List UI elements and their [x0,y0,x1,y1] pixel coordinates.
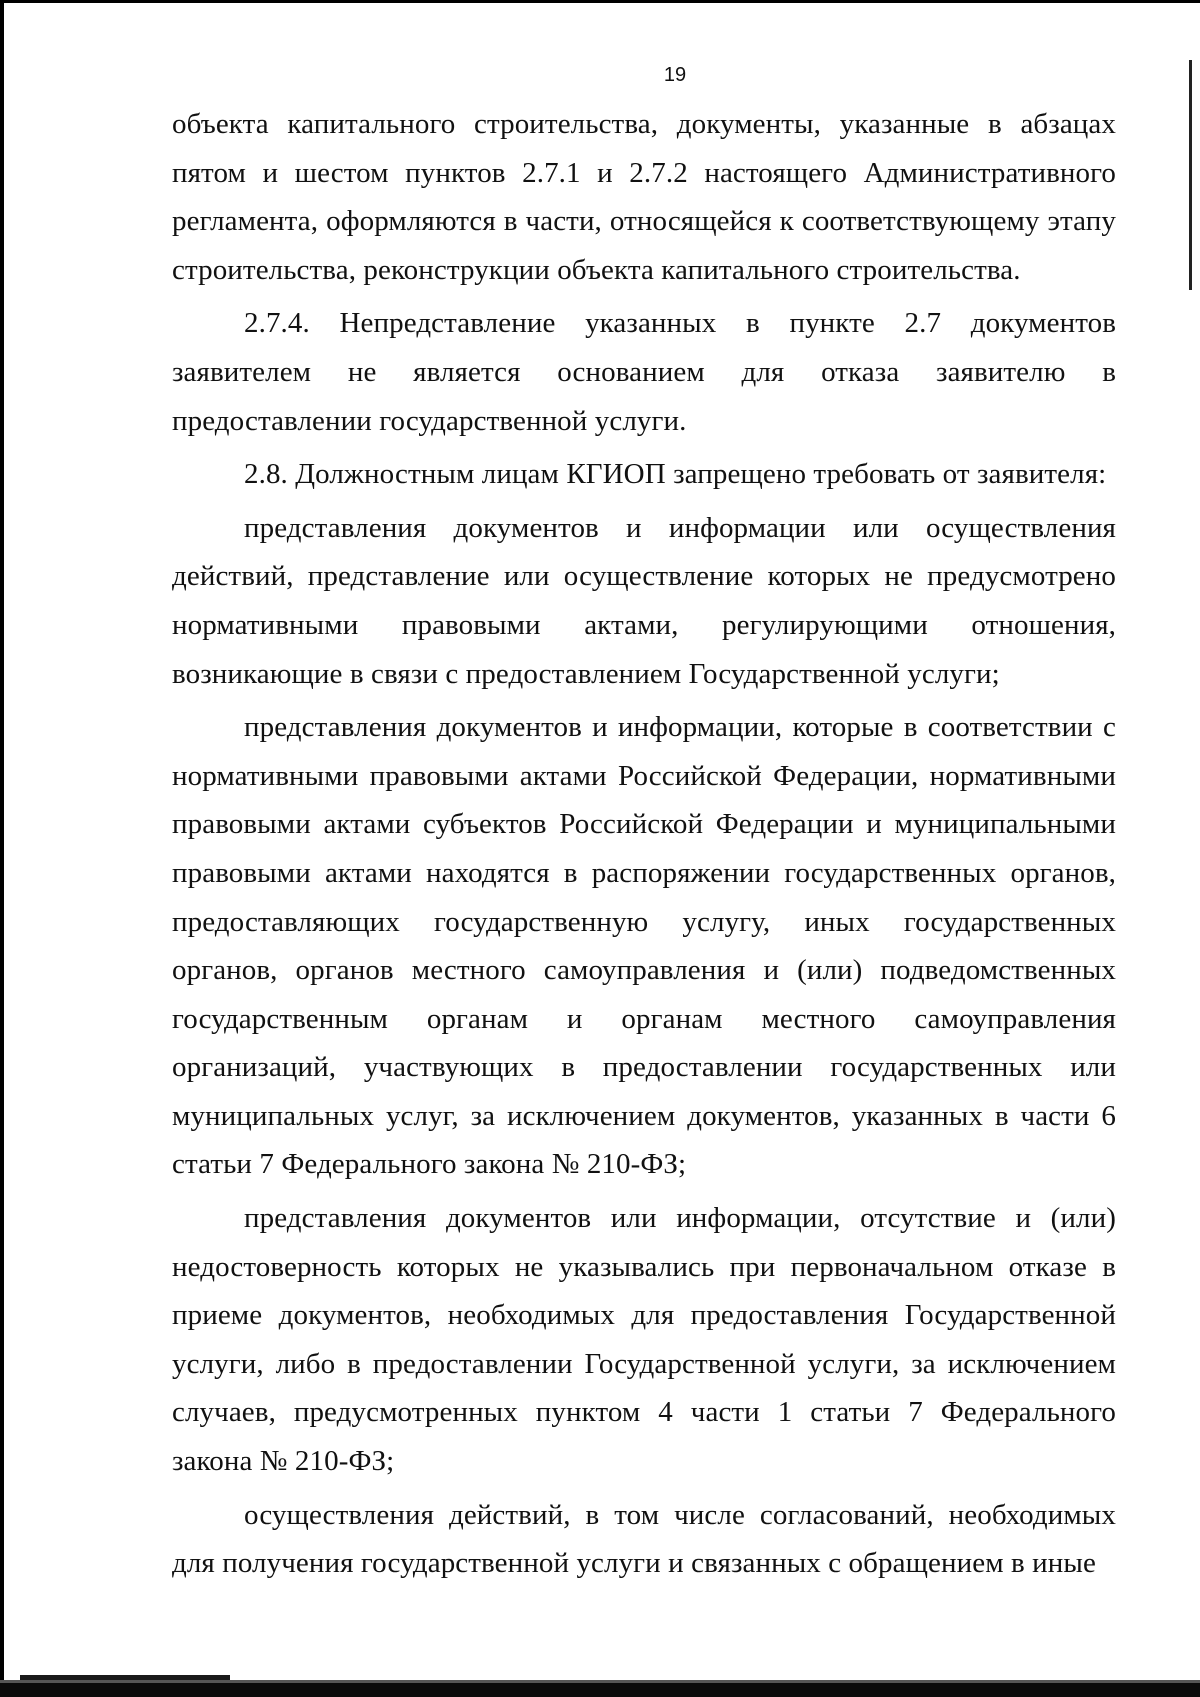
paragraph-item-1: представления документов и информации или осуществления действий, представление или осуществление которых не предусмотрено нормативными правовыми актами, регулирующими отношения, возникающие в связи с предоставлением Государственной услуги; [172,511,1116,690]
paragraph-2-7-4: 2.7.4. Непредставление указанных в пункте 2.7 документов заявителем не является основанием для отказа заявителю в предоставлении государственной услуги. [172,307,1116,437]
paragraph-item-2: представления документов и информации, которые в соответствии с нормативными правовыми актами Российской Федерации, нормативными правовыми актами субъектов Российской Федерации и муниципальными правовыми актами находятся в распоряжении государственных органов, предоставляющих государственную услугу, иных государственных органов, органов местного самоуправления и (или) подведомственных государственным органам и органам местного самоуправления организаций, участвующих в предоставлении государственных или муниципальных услуг, за исключением документов, указанных в части 6 статьи 7 Федерального закона № 210-ФЗ; [172,711,1116,1181]
page-number: 19 [663,64,687,86]
scan-mark-right [1189,60,1192,290]
paragraph-continuation: объекта капитального строительства, документы, указанные в абзацах пятом и шестом пунктов 2.7.1 и 2.7.2 настоящего Административного регламента, оформляются в части, относящейся к соответствующему этапу строительства, реконструкции объекта капитального строительства. [172,108,1116,286]
scan-border-top [0,0,1200,3]
scan-border-bottom [0,1683,1200,1697]
paragraph-item-3: представления документов или информации, отсутствие и (или) недостоверность которых не указывались при первоначальном отказе в приеме документов, необходимых для предоставления Государственной услуги, либо в предоставлении Государственной услуги, за исключением случаев, предусмотренных пунктом 4 части 1 статьи 7 Федерального закона № 210-ФЗ; [172,1202,1116,1478]
scan-border-left [0,0,4,1697]
paragraph-2-8: 2.8. Должностным лицам КГИОП запрещено требовать от заявителя: [244,458,1107,491]
paragraph-item-4: осуществления действий, в том числе согласований, необходимых для получения государственной услуги и связанных с обращением в иные [172,1498,1116,1580]
document-body [172,100,1116,1593]
